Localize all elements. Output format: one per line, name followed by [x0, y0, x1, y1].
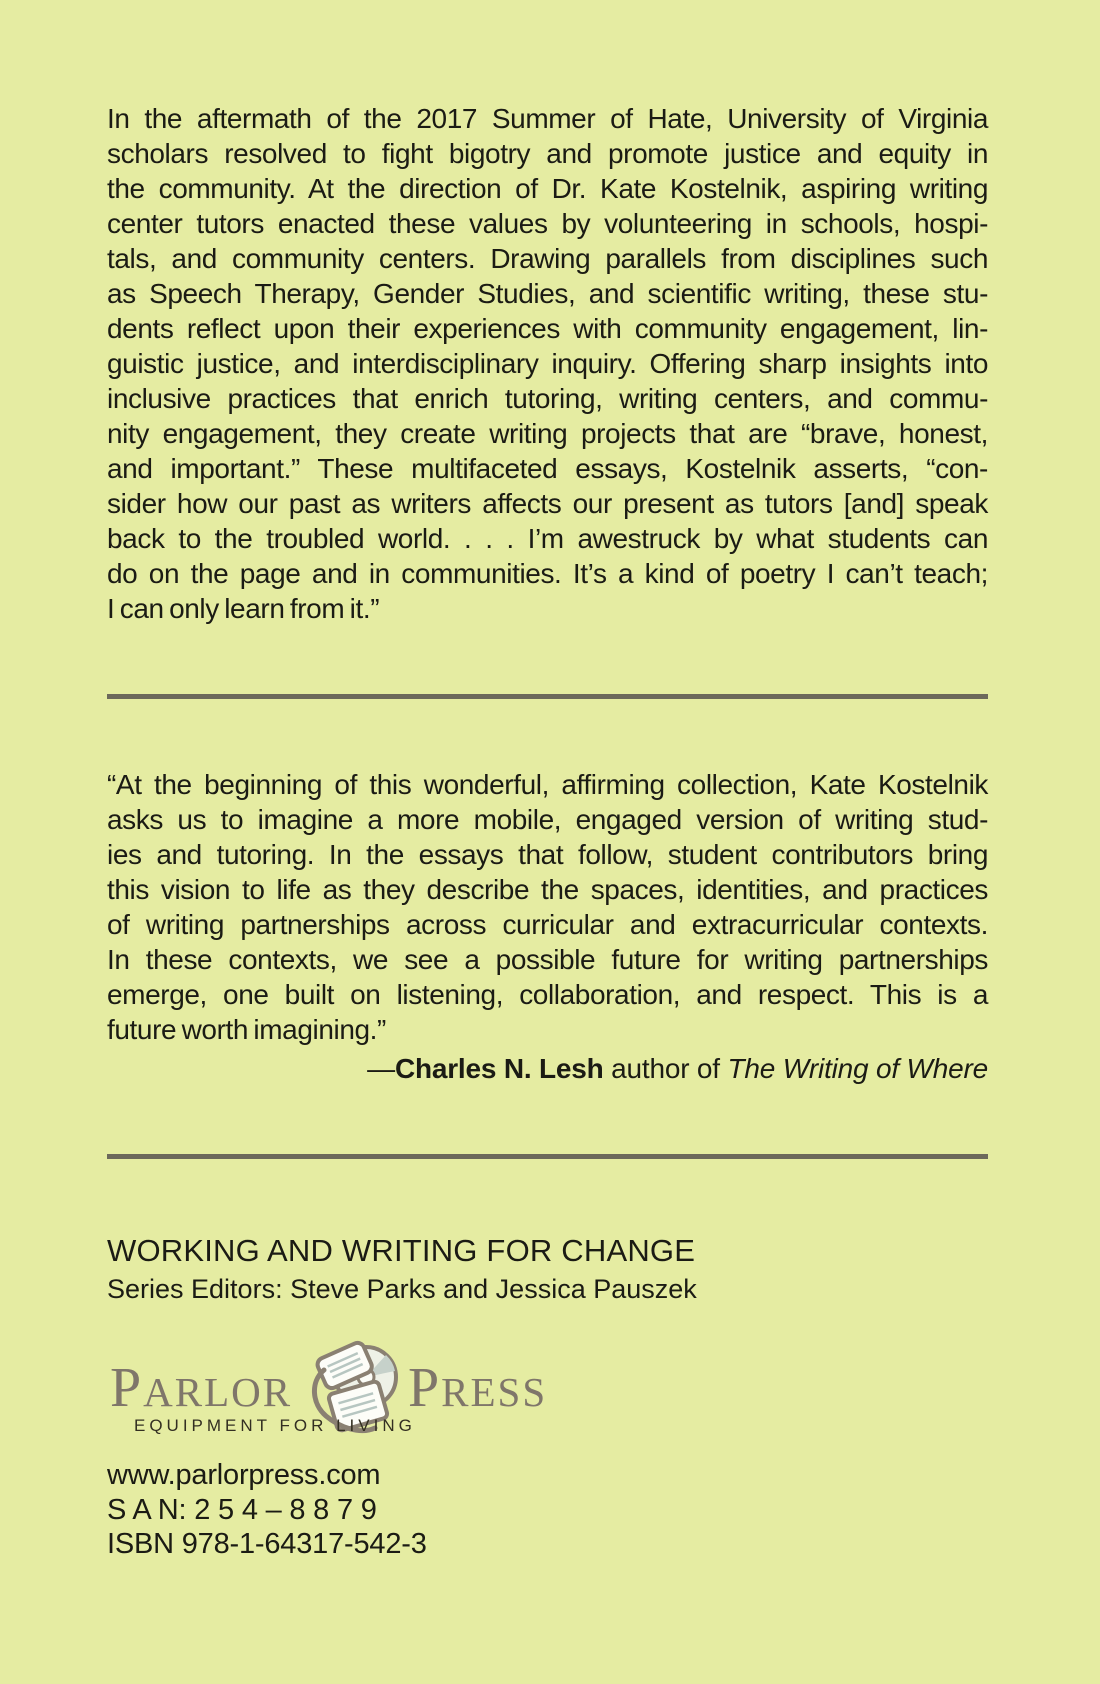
divider-line-top: [107, 694, 988, 699]
series-editors: Series Editors: Steve Parks and Jessica Pauszek: [107, 1274, 697, 1304]
logo-press-rest: RESS: [441, 1369, 548, 1415]
logo-parlor-initial: P: [110, 1357, 144, 1419]
text-line: “At the beginning of this wonderful, affirming collection, Kate Kostelnik: [107, 769, 988, 800]
logo-word-press: [408, 1356, 547, 1420]
endorsement-attribution: [107, 1053, 988, 1085]
text-line: In the aftermath of the 2017 Summer of Hate, University of Virginia: [107, 103, 988, 134]
text-line: scholars resolved to fight bigotry and promote justice and equity in: [107, 138, 988, 169]
publisher-tagline: EQUIPMENT FOR LIVING: [134, 1416, 416, 1435]
text-line: inclusive practices that enrich tutoring, writing centers, and commu-: [107, 383, 988, 414]
endorsement-paragraph: [107, 767, 988, 1047]
text-line: ies and tutoring. In the essays that follow, student contributors bring: [107, 839, 988, 870]
text-line: emerge, one built on listening, collaboration, and respect. This is a: [107, 979, 988, 1010]
text-line: center tutors enacted these values by volunteering in schools, hospi-: [107, 208, 988, 239]
text-line: and important.” These multifaceted essays, Kostelnik asserts, “con-: [107, 453, 988, 484]
text-line: of writing partnerships across curricular and extracurricular contexts.: [107, 909, 988, 940]
series-title: WORKING AND WRITING FOR CHANGE: [107, 1233, 696, 1268]
text-line: do on the page and in communities. It’s a kind of poetry I can’t teach;: [107, 558, 988, 589]
san-number: S A N: 2 5 4 – 8 8 7 9: [107, 1493, 377, 1526]
divider-line-bottom: [107, 1154, 988, 1159]
endorser-name: Charles N. Lesh: [394, 1053, 604, 1084]
publisher-logo: [110, 1340, 991, 1450]
logo-word-parlor: [110, 1356, 292, 1420]
publisher-website: www.parlorpress.com: [107, 1459, 381, 1491]
text-line: the community. At the direction of Dr. Kate Kostelnik, aspiring writing: [107, 173, 988, 204]
logo-parlor-rest: ARLOR: [143, 1369, 293, 1415]
text-line: guistic justice, and interdisciplinary inquiry. Offering sharp insights into: [107, 348, 988, 379]
text-line: as Speech Therapy, Gender Studies, and scientific writing, these stu-: [107, 278, 988, 309]
text-line: nity engagement, they create writing projects that are “brave, honest,: [107, 418, 988, 449]
attribution-dash: —: [367, 1053, 395, 1084]
attribution-connector: author of: [603, 1053, 728, 1084]
text-line: sider how our past as writers affects our present as tutors [and] speak: [107, 488, 988, 519]
text-line: dents reflect upon their experiences with community engagement, lin-: [107, 313, 988, 344]
logo-press-initial: P: [408, 1357, 442, 1419]
isbn-number: ISBN 978-1-64317-542-3: [107, 1528, 427, 1560]
text-line: future worth imagining.”: [107, 1014, 386, 1045]
book-blurb-paragraph: [107, 101, 988, 626]
text-line: In these contexts, we see a possible future for writing partnerships: [107, 944, 988, 975]
publisher-footer-block: [107, 1458, 988, 1562]
text-line: back to the troubled world. . . . I’m awestruck by what students can: [107, 523, 988, 554]
text-line: asks us to imagine a more mobile, engaged version of writing stud-: [107, 804, 988, 835]
text-line: I can only learn from it.”: [107, 593, 380, 624]
text-line: tals, and community centers. Drawing parallels from disciplines such: [107, 243, 988, 274]
endorser-book-title: The Writing of Where: [727, 1053, 988, 1084]
text-line: this vision to life as they describe the spaces, identities, and practices: [107, 874, 988, 905]
